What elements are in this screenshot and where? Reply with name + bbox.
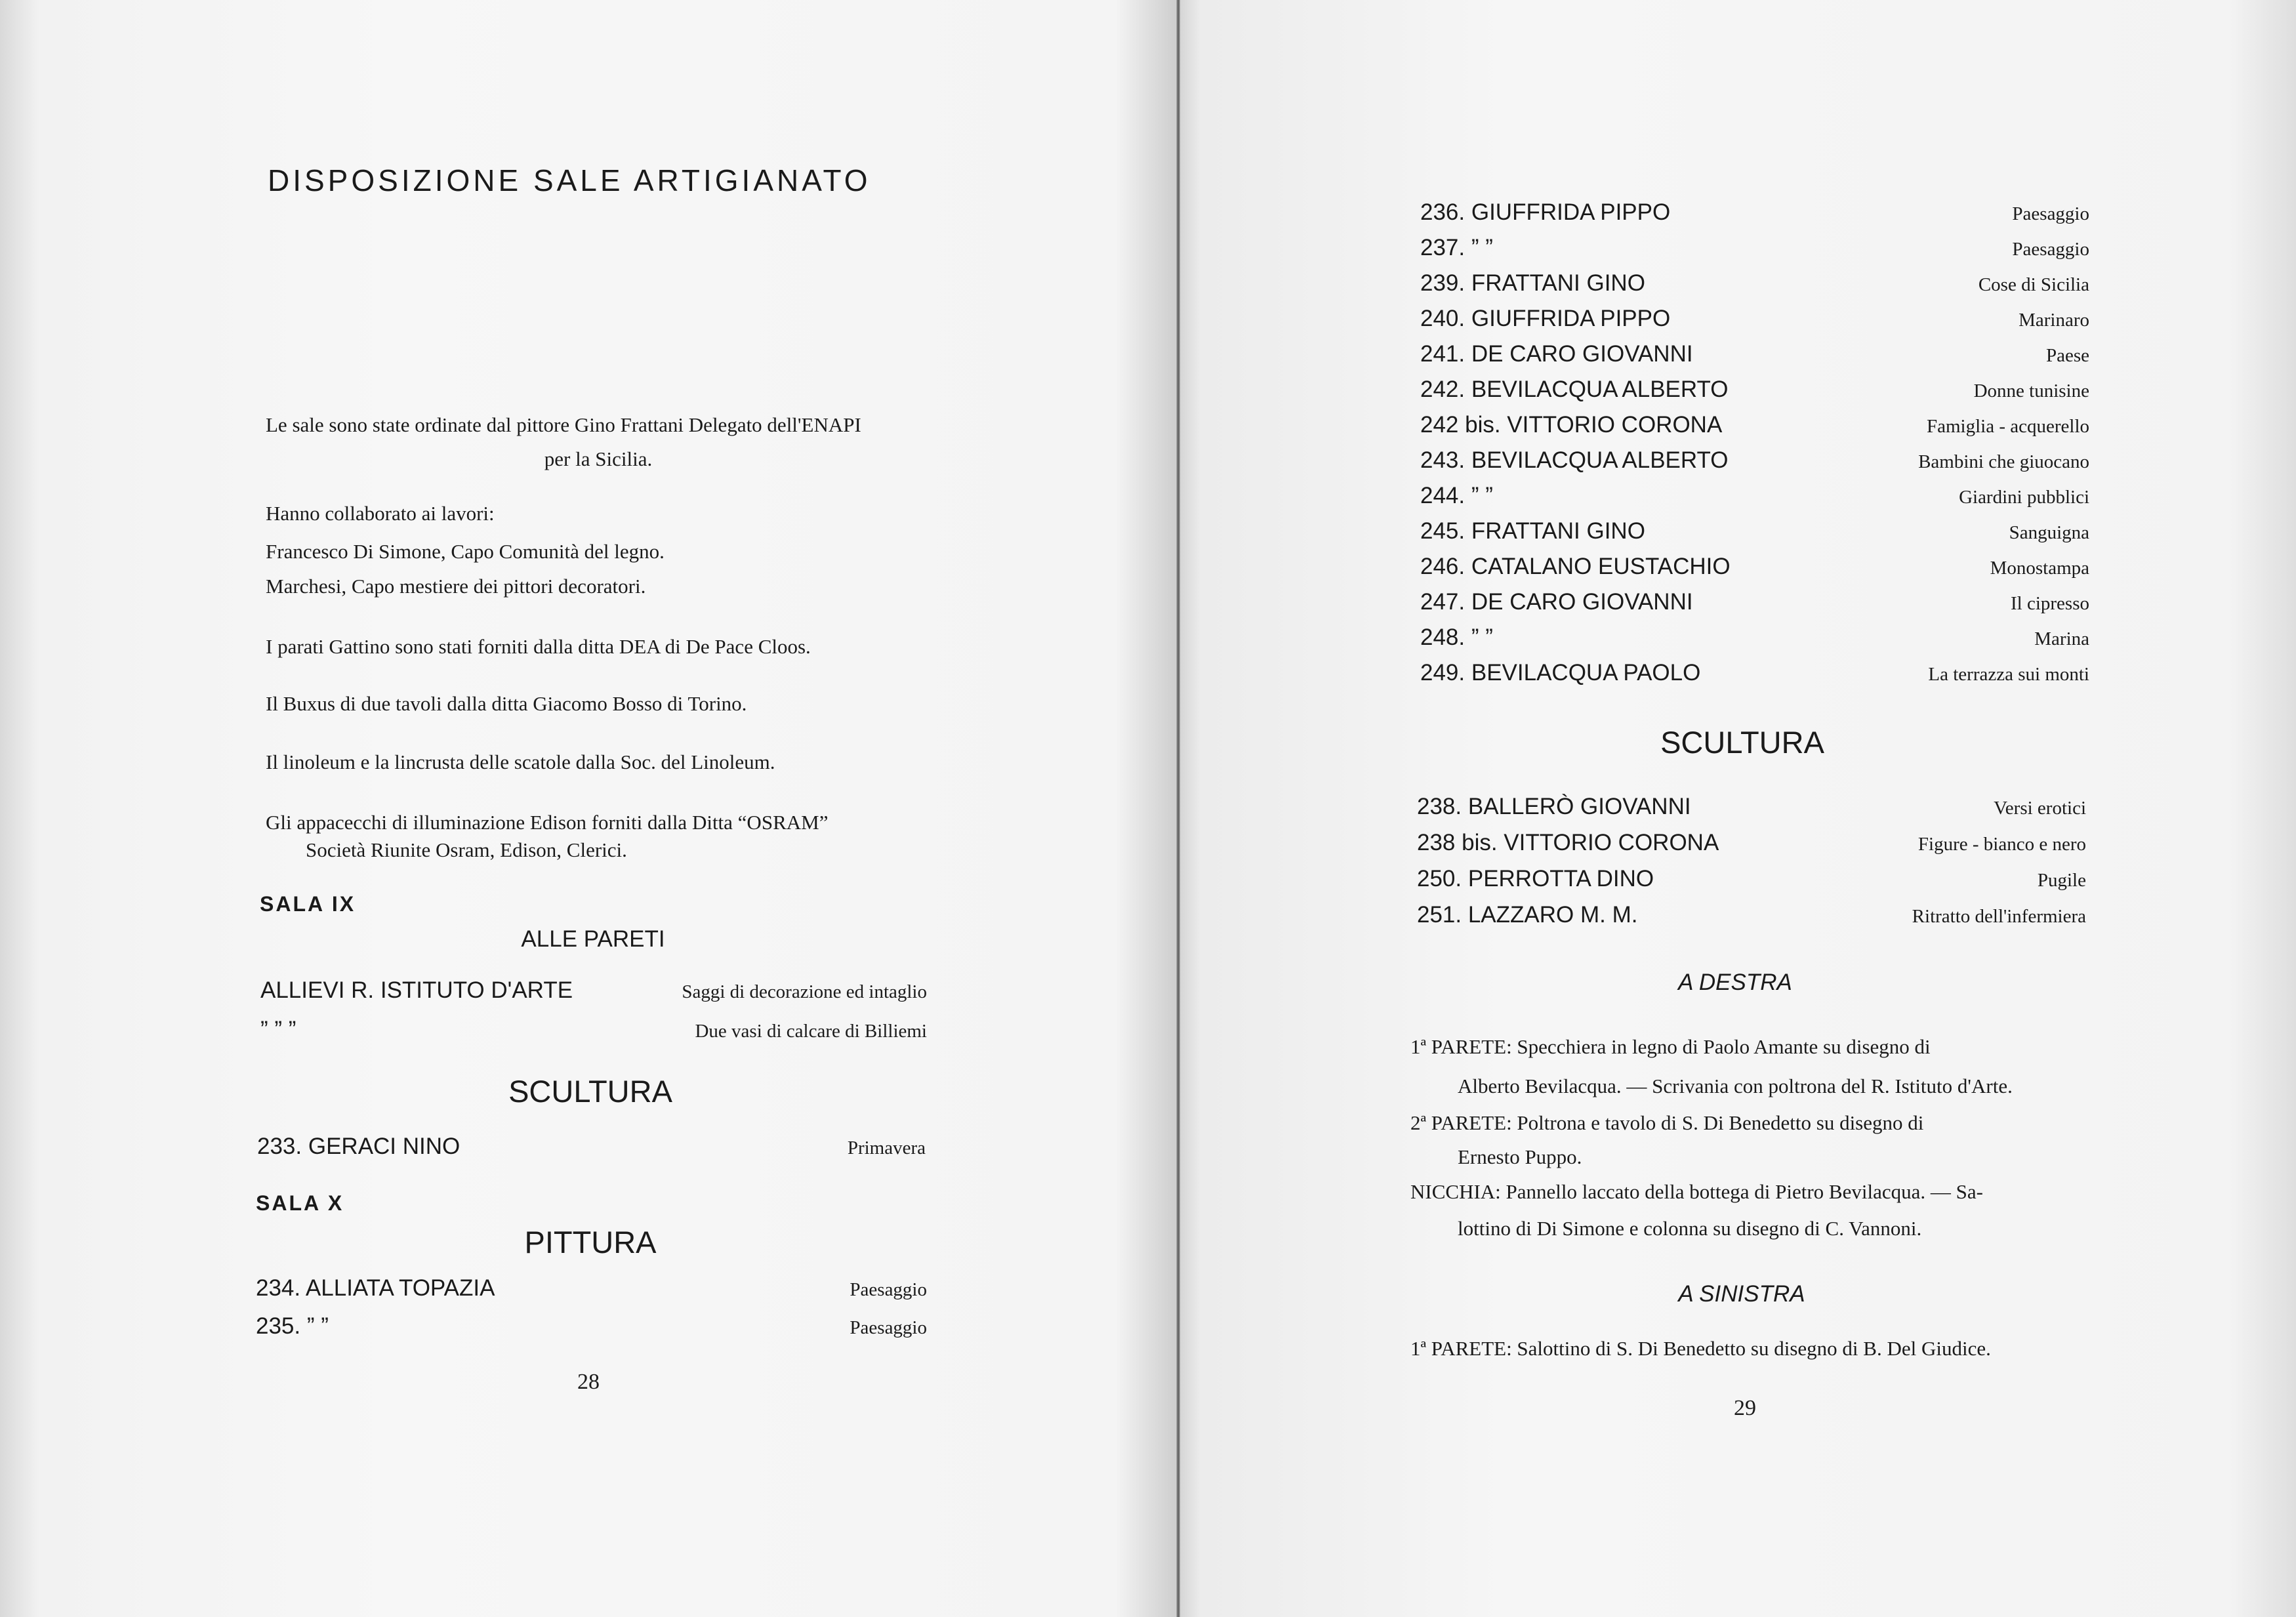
- entry-work-title: La terrazza sui monti: [1928, 664, 2089, 685]
- entry-work-title: Famiglia - acquerello: [1926, 416, 2089, 437]
- entry-artist: 236. GIUFFRIDA PIPPO: [1420, 199, 1671, 225]
- entry-artist: 250. PERROTTA DINO: [1417, 866, 1654, 891]
- note: Gli appacecchi di illuminazione Edison forniti dalla Ditta “OSRAM”: [266, 811, 829, 834]
- destra-text: NICCHIA: Pannello laccato della bottega di Pietro Bevilacqua. — Sa-: [1410, 1180, 1983, 1203]
- intro-text: per la Sicilia.: [544, 447, 653, 470]
- heading-alle-pareti: ALLE PARETI: [521, 926, 665, 952]
- page-number: 28: [577, 1370, 600, 1394]
- entry-artist: 235. ” ”: [256, 1313, 329, 1339]
- entry-work-title: Donne tunisine: [1973, 380, 2089, 401]
- section-sala-ix: SALA IX: [260, 892, 356, 916]
- entry-artist: 246. CATALANO EUSTACHIO: [1420, 554, 1731, 579]
- entry-work-title: Bambini che giuocano: [1918, 451, 2089, 472]
- entry-artist: 237. ” ”: [1420, 235, 1493, 260]
- entry-work-title: Il cipresso: [2011, 593, 2089, 614]
- collab-item: Francesco Di Simone, Capo Comunità del legno.: [266, 540, 665, 563]
- entry-work-title: Paesaggio: [850, 1317, 927, 1338]
- section-sala-x: SALA X: [256, 1191, 344, 1215]
- entry-artist: ALLIEVI R. ISTITUTO D'ARTE: [260, 977, 573, 1003]
- heading-a-sinistra: A SINISTRA: [1678, 1281, 1805, 1307]
- page-title: DISPOSIZIONE SALE ARTIGIANATO: [268, 163, 871, 197]
- entry-work-title: Pugile: [2037, 870, 2086, 891]
- entry-artist: 239. FRATTANI GINO: [1420, 270, 1645, 296]
- entry-work-title: Saggi di decorazione ed intaglio: [682, 981, 927, 1002]
- entry-work-title: Versi erotici: [1994, 798, 2086, 819]
- book-fold: [1176, 0, 1180, 1617]
- heading-scultura: SCULTURA: [1660, 725, 1824, 760]
- entry-work-title: Primavera: [847, 1137, 926, 1158]
- entry-artist: 247. DE CARO GIOVANNI: [1420, 589, 1693, 615]
- entry-artist: 248. ” ”: [1420, 624, 1493, 650]
- heading-scultura: SCULTURA: [508, 1074, 672, 1109]
- page-number: 29: [1734, 1396, 1756, 1420]
- sinistra-text: 1ª PARETE: Salottino di S. Di Benedetto su disegno di B. Del Giudice.: [1410, 1337, 1991, 1360]
- entry-work-title: Marinaro: [2019, 310, 2089, 331]
- destra-text: Alberto Bevilacqua. — Scrivania con poltrona del R. Istituto d'Arte.: [1458, 1075, 2013, 1097]
- entry-artist: ” ” ”: [260, 1017, 297, 1042]
- entry-artist: 243. BEVILACQUA ALBERTO: [1420, 447, 1729, 473]
- entry-artist: 242 bis. VITTORIO CORONA: [1420, 412, 1723, 438]
- entry-artist: 241. DE CARO GIOVANNI: [1420, 341, 1693, 367]
- entry-work-title: Monostampa: [1990, 558, 2089, 579]
- entry-work-title: Sanguigna: [2009, 522, 2089, 543]
- intro-text: Le sale sono state ordinate dal pittore Gino Frattani Delegato dell'ENAPI: [266, 413, 861, 436]
- entry-artist: 238 bis. VITTORIO CORONA: [1417, 830, 1719, 855]
- destra-text: 1ª PARETE: Specchiera in legno di Paolo Amante su disegno di: [1410, 1035, 1931, 1058]
- entry-work-title: Cose di Sicilia: [1978, 274, 2089, 295]
- entry-work-title: Paesaggio: [2012, 203, 2089, 224]
- entry-work-title: Paesaggio: [2012, 239, 2089, 260]
- entry-artist: 251. LAZZARO M. M.: [1417, 902, 1638, 928]
- entry-artist: 238. BALLERÒ GIOVANNI: [1417, 794, 1691, 819]
- entry-artist: 234. ALLIATA TOPAZIA: [256, 1275, 495, 1301]
- note: Il linoleum e la lincrusta delle scatole dalla Soc. del Linoleum.: [266, 750, 775, 773]
- destra-text: Ernesto Puppo.: [1458, 1145, 1582, 1168]
- entry-work-title: Due vasi di calcare di Billiemi: [695, 1021, 927, 1042]
- entry-artist: 249. BEVILACQUA PAOLO: [1420, 660, 1701, 686]
- entry-artist: 242. BEVILACQUA ALBERTO: [1420, 377, 1729, 402]
- entry-work-title: Giardini pubblici: [1959, 487, 2089, 508]
- entry-artist: 244. ” ”: [1420, 483, 1493, 508]
- destra-text: lottino di Di Simone e colonna su disegno di C. Vannoni.: [1458, 1217, 1922, 1240]
- note: Il Buxus di due tavoli dalla ditta Giacomo Bosso di Torino.: [266, 692, 747, 715]
- entry-work-title: Figure - bianco e nero: [1917, 834, 2086, 855]
- entry-artist: 233. GERACI NINO: [257, 1134, 461, 1159]
- entry-work-title: Paese: [2045, 345, 2089, 366]
- heading-a-destra: A DESTRA: [1678, 970, 1792, 995]
- note: I parati Gattino sono stati forniti dalla ditta DEA di De Pace Cloos.: [266, 635, 811, 658]
- entry-work-title: Paesaggio: [850, 1279, 927, 1300]
- note: Società Riunite Osram, Edison, Clerici.: [306, 838, 627, 861]
- collab-heading: Hanno collaborato ai lavori:: [266, 502, 495, 525]
- entry-work-title: Ritratto dell'infermiera: [1912, 906, 2086, 927]
- heading-pittura: PITTURA: [524, 1225, 657, 1259]
- entry-work-title: Marina: [2034, 628, 2089, 649]
- destra-text: 2ª PARETE: Poltrona e tavolo di S. Di Benedetto su disegno di: [1410, 1111, 1924, 1134]
- entry-artist: 245. FRATTANI GINO: [1420, 518, 1645, 544]
- entry-artist: 240. GIUFFRIDA PIPPO: [1420, 306, 1671, 331]
- collab-item: Marchesi, Capo mestiere dei pittori decoratori.: [266, 575, 646, 598]
